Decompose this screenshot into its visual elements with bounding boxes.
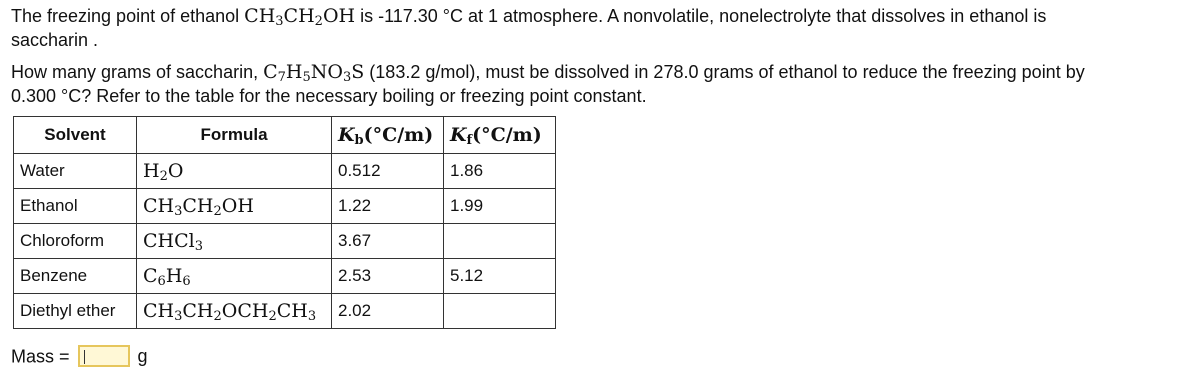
kb-cell: 2.02	[332, 294, 444, 329]
saccharin-formula: $C_7H_5NO_3S$	[263, 61, 365, 85]
mass-label: Mass =	[11, 346, 70, 367]
kf-cell: 1.86	[444, 154, 556, 189]
formula-cell: $CH_3CH_2OH$	[137, 189, 332, 224]
question-text: (183.2 g/mol), must be dissolved in 278.0 grams of ethanol to reduce the freezing point by	[364, 62, 1085, 82]
solvent-cell: Water	[14, 154, 137, 189]
table-row	[14, 259, 556, 294]
ethanol-formula: $CH_3CH_2OH$	[244, 5, 356, 29]
kb-header: $K_b(^\circ C/m)$	[332, 117, 444, 154]
kb-cell: 1.22	[332, 189, 444, 224]
formula-cell: $H_2O$	[137, 154, 332, 189]
table-row	[14, 224, 556, 259]
text-caret	[84, 350, 85, 364]
mass-input[interactable]	[78, 345, 130, 367]
table-row	[14, 294, 556, 329]
kb-cell: 0.512	[332, 154, 444, 189]
kb-cell: 2.53	[332, 259, 444, 294]
table-row	[14, 189, 556, 224]
kf-cell: 5.12	[444, 259, 556, 294]
formula-cell: $C_6H_6$	[137, 259, 332, 294]
mass-unit: g	[137, 346, 148, 367]
constants-table	[13, 116, 556, 329]
question-text: 0.300 °C? Refer to the table for the necessary boiling or freezing point constant.	[11, 86, 647, 106]
kf-cell: 1.99	[444, 189, 556, 224]
kf-cell	[444, 224, 556, 259]
kf-cell	[444, 294, 556, 329]
question-text: saccharin .	[11, 30, 99, 50]
formula-cell: CHCl$_3$	[137, 224, 332, 259]
question-text: is -117.30 °C at 1 atmosphere. A nonvolatile, nonelectrolyte that dissolves in ethanol is	[355, 6, 1047, 26]
solvent-cell: Benzene	[14, 259, 137, 294]
table-row	[14, 154, 556, 189]
kf-header: $K_f(^\circ C/m)$	[444, 117, 556, 154]
solvent-cell: Diethyl ether	[14, 294, 137, 329]
kb-cell: 3.67	[332, 224, 444, 259]
question-text: The freezing point of ethanol	[11, 6, 245, 26]
question-paragraph-1	[11, 4, 1046, 52]
solvent-cell: Ethanol	[14, 189, 137, 224]
question-text: How many grams of saccharin,	[11, 62, 264, 82]
solvent-cell: Chloroform	[14, 224, 137, 259]
formula-header: Formula	[137, 117, 332, 154]
solvent-header: Solvent	[14, 117, 137, 154]
table-header-row	[14, 117, 556, 154]
formula-cell: $CH_3CH_2OCH_2CH_3$	[137, 294, 332, 329]
answer-row	[11, 343, 148, 368]
question-paragraph-2	[11, 60, 1085, 108]
